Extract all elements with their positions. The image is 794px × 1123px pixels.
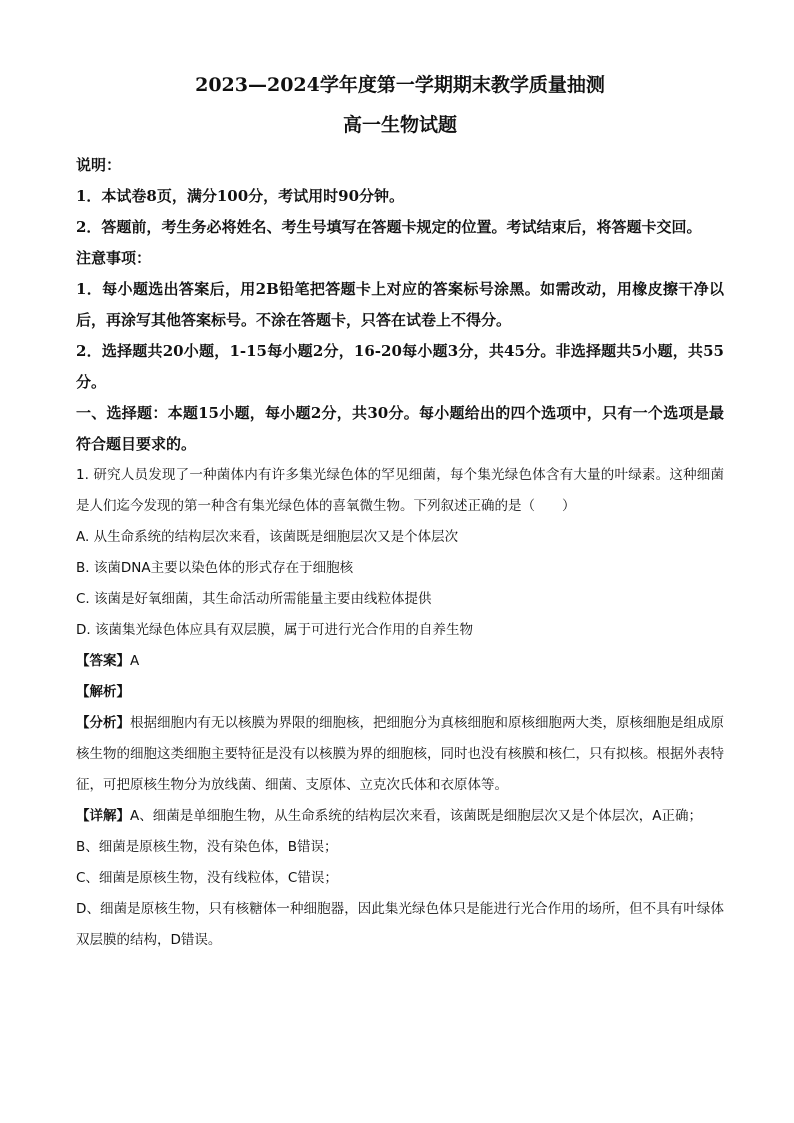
xiangjie-line-d: D、细菌是原核生物，只有核糖体一种细胞器，因此集光绿色体只是能进行光合作用的场所，但不具有叶绿体双层膜的结构，D错误。 xyxy=(76,901,724,948)
fenxi-text: 根据细胞内有无以核膜为界限的细胞核，把细胞分为真核细胞和原核细胞两大类，原核细胞是组成原核生物的细胞这类细胞主要特征是没有以核膜为界的细胞核，同时也没有核膜和核仁，只有拟核。根据外表特征，可把原核生物分为放线菌、细菌、支原体、立克次氏体和衣原体等。 xyxy=(76,715,724,793)
instruction-item-2: 2．答题前，考生务必将姓名、考生号填写在答题卡规定的位置。考试结束后，将答题卡交回。 xyxy=(76,218,702,236)
exam-title: 2023—2024学年度第一学期期末教学质量抽测 xyxy=(195,74,605,96)
option-a: A. 从生命系统的结构层次来看，该菌既是细胞层次又是个体层次 xyxy=(76,529,459,545)
answer-line xyxy=(76,646,724,677)
option-c: C. 该菌是好氧细菌，其生命活动所需能量主要由线粒体提供 xyxy=(76,591,432,607)
option-d: D. 该菌集光绿色体应具有双层膜，属于可进行光合作用的自养生物 xyxy=(76,622,473,638)
instruction-item-1: 1．本试卷8页，满分100分，考试用时90分钟。 xyxy=(76,187,405,205)
fenxi-tag: 【分析】 xyxy=(76,715,130,731)
instructions-label: 说明： xyxy=(76,156,122,174)
note-item-2: 2．选择题共20小题，1-15每小题2分，16-20每小题3分，共45分。非选择题共5小题，共55分。 xyxy=(76,342,724,391)
xiangjie-line-c: C、细菌是原核生物，没有线粒体，C错误； xyxy=(76,870,338,886)
question-1-stem: 1. 研究人员发现了一种菌体内有许多集光绿色体的罕见细菌，每个集光绿色体含有大量的叶绿素。这种细菌是人们迄今发现的第一种含有集光绿色体的喜氧微生物。下列叙述正确的是（ ） xyxy=(76,467,724,514)
option-b: B. 该菌DNA主要以染色体的形式存在于细胞核 xyxy=(76,560,354,576)
analysis-line xyxy=(76,677,724,708)
xiangjie-line-b: B、细菌是原核生物，没有染色体，B错误； xyxy=(76,839,338,855)
analysis-tag: 【解析】 xyxy=(76,684,130,700)
xiangjie-paragraph xyxy=(76,801,724,832)
notes-label: 注意事项： xyxy=(76,249,152,267)
fenxi-paragraph xyxy=(76,708,724,801)
xiangjie-tag: 【详解】 xyxy=(76,808,130,824)
xiangjie-line-a: A、细菌是单细胞生物，从生命系统的结构层次来看，该菌既是细胞层次又是个体层次，A正确； xyxy=(130,808,702,824)
section-heading: 一、选择题：本题15小题，每小题2分，共30分。每小题给出的四个选项中，只有一个选项是最符合题目要求的。 xyxy=(76,404,724,453)
document-page xyxy=(76,72,724,956)
answer-value: A xyxy=(130,653,140,669)
answer-tag: 【答案】 xyxy=(76,653,130,669)
note-item-1: 1．每小题选出答案后，用2B铅笔把答题卡上对应的答案标号涂黑。如需改动，用橡皮擦干净以后，再涂写其他答案标号。不涂在答题卡，只答在试卷上不得分。 xyxy=(76,280,724,329)
question-1 xyxy=(76,460,724,956)
exam-subtitle: 高一生物试题 xyxy=(342,114,457,136)
